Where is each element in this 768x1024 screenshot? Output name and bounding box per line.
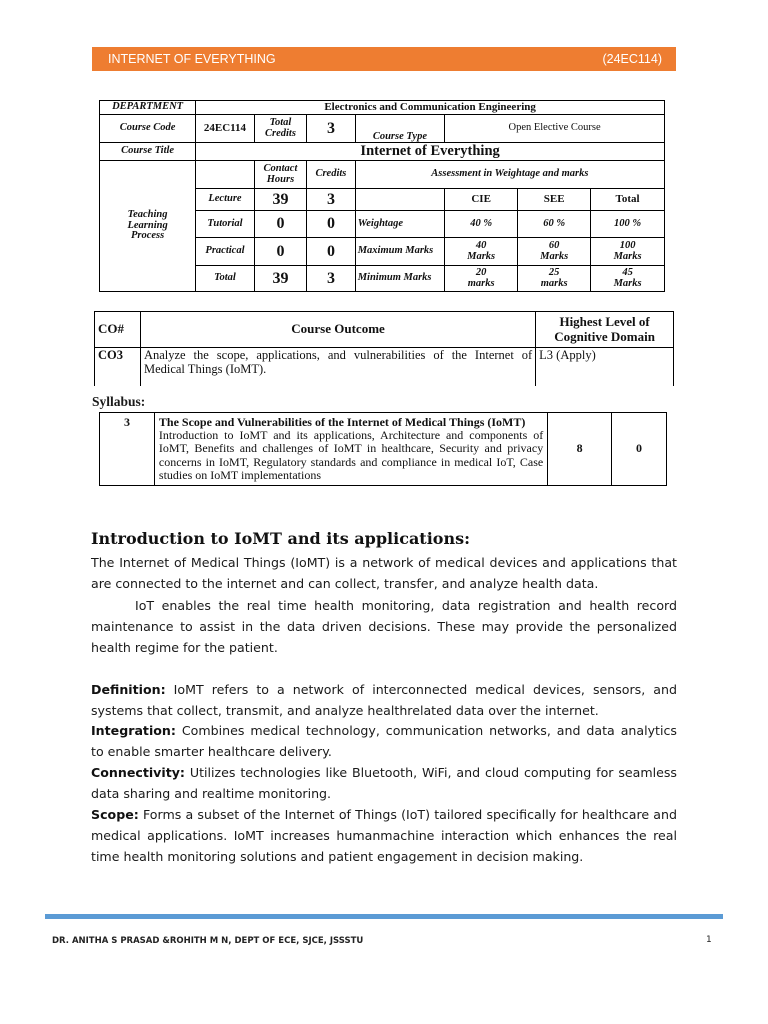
cognitive-level-header: Highest Level of Cognitive Domain	[536, 312, 674, 348]
co-number: CO3	[95, 348, 141, 387]
scope-paragraph	[91, 804, 677, 867]
department-label: DEPARTMENT	[100, 101, 196, 115]
definition-paragraph	[91, 679, 677, 721]
total: 100 %	[591, 211, 665, 238]
table-header-row	[95, 312, 674, 348]
cie: 20 marks	[445, 266, 518, 292]
see: 60 Marks	[518, 238, 591, 266]
contact-hours-label: Contact Hours	[254, 161, 306, 189]
see: SEE	[518, 189, 591, 211]
assessment-row-label	[355, 189, 444, 211]
assessment-label: Assessment in Weightage and marks	[355, 161, 664, 189]
row-label: Tutorial	[196, 211, 255, 238]
footer-authors: DR. ANITHA S PRASAD &ROHITH M N, DEPT OF ECE, SJCE, JSSSTU	[52, 936, 364, 946]
scope-label: Scope:	[91, 807, 139, 822]
credits: 3	[307, 189, 356, 211]
row-label: Practical	[196, 238, 255, 266]
intro-paragraph: The Internet of Medical Things (IoMT) is a network of medical devices and applications that are connected to the internet and can collect, transfer, and analyze health data.	[91, 555, 677, 591]
module-content: Introduction to IoMT and its applications, Architecture and components of IoMT, Benefits and challenges of IoMT in healthcare, Security and privacy concerns in IoMT, Regulatory standards and compliance in medical IoT, Case studies on IoMT implementations	[158, 428, 544, 482]
course-type-value: Open Elective Course	[445, 115, 665, 143]
credits: 0	[307, 211, 356, 238]
connectivity-text: Utilizes technologies like Bluetooth, WiFi, and cloud computing for seamless data sharing and realtime monitoring.	[91, 765, 677, 801]
total: Total	[591, 189, 665, 211]
see: 60 %	[518, 211, 591, 238]
course-outcome-table	[94, 311, 674, 386]
header-course-code: (24EC114)	[602, 52, 662, 66]
total: 100 Marks	[591, 238, 665, 266]
module-hours-lecture: 8	[548, 413, 612, 486]
contact-hours: 0	[254, 211, 306, 238]
credits-label: Credits	[307, 161, 356, 189]
iot-paragraph: IoT enables the real time health monitoring, data registration and health record maintenance to assist in the data driven decisions. These may provide the personalized health regime for the patient.	[91, 598, 677, 655]
syllabus-table	[99, 412, 667, 486]
contact-hours: 0	[254, 238, 306, 266]
row-label: Lecture	[196, 189, 255, 211]
header-title: INTERNET OF EVERYTHING	[108, 52, 276, 66]
cie: CIE	[445, 189, 518, 211]
table-row	[95, 348, 674, 387]
module-hours-practical: 0	[612, 413, 667, 486]
teaching-learning-process-label: Teaching Learning Process	[100, 161, 196, 292]
co-number-header: CO#	[95, 312, 141, 348]
assessment-row-label: Minimum Marks	[355, 266, 444, 292]
total: 45 Marks	[591, 266, 665, 292]
integration-label: Integration:	[91, 723, 176, 738]
assessment-row-label: Maximum Marks	[355, 238, 444, 266]
table-row	[100, 413, 667, 486]
integration-text: Combines medical technology, communication networks, and data analytics to enable smarter healthcare delivery.	[91, 723, 677, 759]
cie: 40 %	[445, 211, 518, 238]
page-header-bar	[92, 47, 676, 71]
connectivity-paragraph	[91, 762, 677, 804]
row-label: Total	[196, 266, 255, 292]
definition-text: IoMT refers to a network of interconnected medical devices, sensors, and systems that collect, transmit, and analyze healthrelated data over the internet.	[91, 682, 677, 718]
cie: 40 Marks	[445, 238, 518, 266]
total-credits-label: Total Credits	[254, 115, 306, 143]
syllabus-label: Syllabus:	[92, 394, 146, 409]
course-code-label: Course Code	[100, 115, 196, 143]
department-value: Electronics and Communication Engineering	[196, 101, 665, 115]
assessment-row-label: Weightage	[355, 211, 444, 238]
definition-label: Definition:	[91, 682, 166, 697]
contact-hours: 39	[254, 266, 306, 292]
credits: 0	[307, 238, 356, 266]
section-heading: Introduction to IoMT and its applications:	[91, 529, 470, 548]
module-description	[154, 413, 547, 486]
course-outcome-header: Course Outcome	[140, 312, 535, 348]
total-credits-value: 3	[307, 115, 356, 143]
course-outcome-text: Analyze the scope, applications, and vulnerabilities of the Internet of Medical Things (IoMT).	[140, 348, 535, 387]
page-number: 1	[706, 935, 712, 945]
integration-paragraph	[91, 720, 677, 762]
course-type-label: Course Type	[355, 115, 444, 143]
see: 25 marks	[518, 266, 591, 292]
course-code-value: 24EC114	[196, 115, 255, 143]
footer-divider	[45, 914, 723, 919]
contact-hours: 39	[254, 189, 306, 211]
connectivity-label: Connectivity:	[91, 765, 185, 780]
credits: 3	[307, 266, 356, 292]
scope-text: Forms a subset of the Internet of Things (IoT) tailored specifically for healthcare and medical applications. IoMT increases humanmachine interaction which enhances the real time health monitoring solutions and patient engagement in decision making.	[91, 807, 677, 864]
course-title-value: Internet of Everything	[196, 143, 665, 161]
course-title-label: Course Title	[100, 143, 196, 161]
course-details-table	[99, 100, 665, 292]
module-title: The Scope and Vulnerabilities of the Internet of Medical Things (IoMT)	[158, 415, 526, 429]
module-number: 3	[100, 413, 155, 486]
cognitive-level: L3 (Apply)	[536, 348, 674, 387]
